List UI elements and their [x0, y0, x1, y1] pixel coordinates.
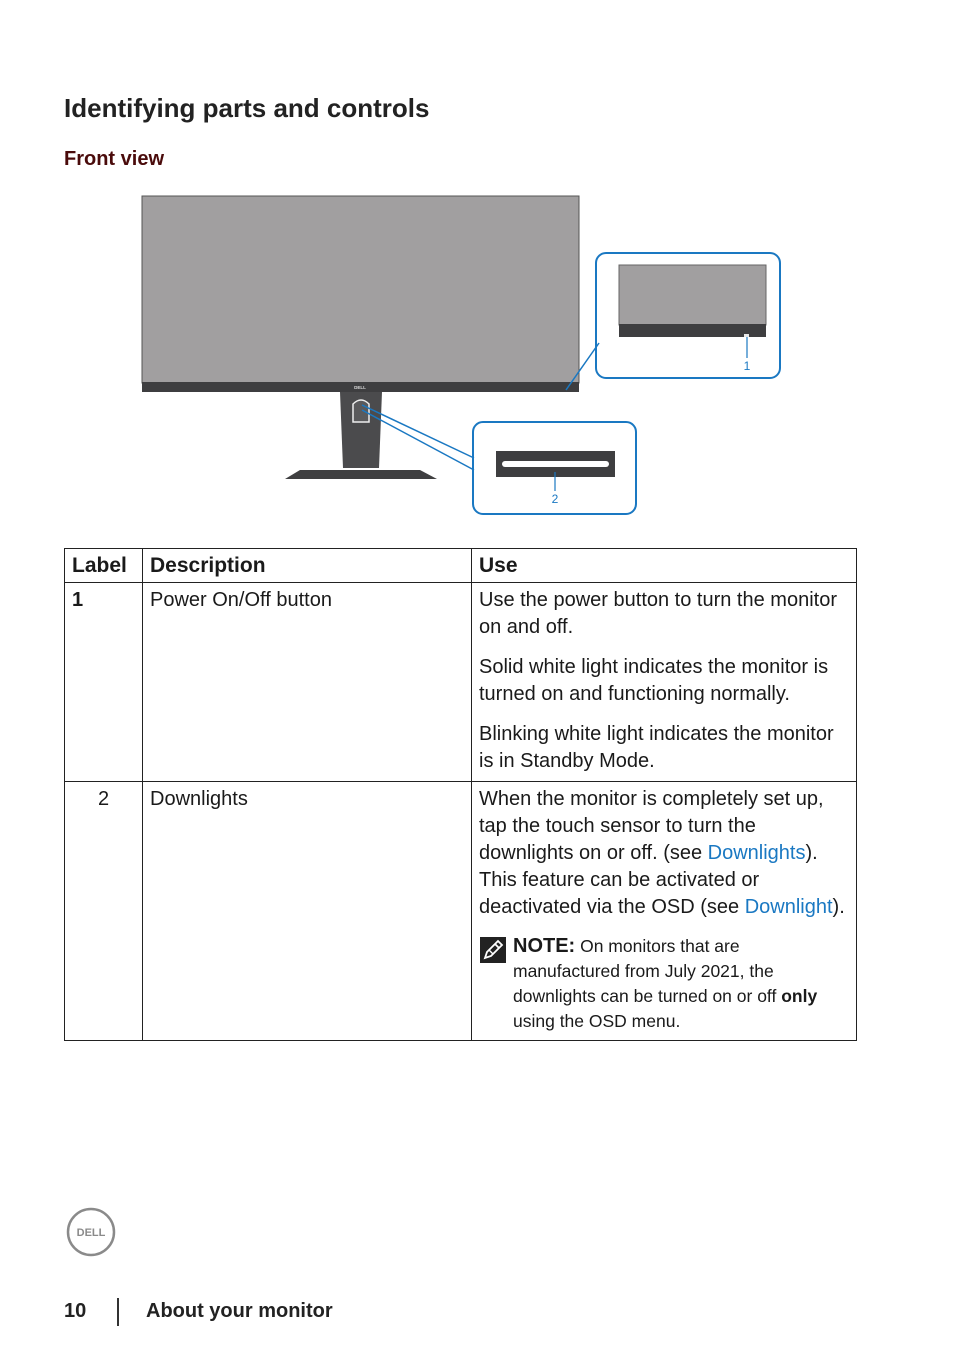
row-2-use-text-3: ).: [832, 896, 845, 918]
monitor-screen: [142, 196, 579, 383]
callout-1-zoom-bezel: [619, 324, 766, 337]
row-2-label: 2: [65, 782, 143, 1041]
downlight-sensor-outline: [353, 400, 369, 422]
note-bold: only: [781, 986, 818, 1006]
footer-separator: [117, 1298, 119, 1326]
note-pencil-icon: [479, 936, 507, 964]
row-2-description: Downlights: [143, 782, 472, 1041]
note-text: [513, 934, 849, 1034]
monitor-stand-base: [285, 470, 437, 479]
row-2-use-text-2: ). This feature can be activated or deactivated via the OSD (see: [479, 842, 818, 918]
row-2-use: [472, 782, 857, 1041]
row-1-description: Power On/Off button: [143, 583, 472, 782]
note-text-1: On monitors that are manufactured from July 2021, the downlights can be turned on or off: [513, 936, 782, 1006]
page-title: Identifying parts and controls: [64, 93, 430, 123]
note-block: [479, 934, 849, 1034]
header-use: Use: [472, 549, 857, 583]
row-1-label: 1: [65, 583, 143, 782]
footer-section-title: About your monitor: [146, 1300, 333, 1322]
callout-2-number: 2: [551, 492, 559, 506]
row-1-use-para-2: Solid white light indicates the monitor is turned on and functioning normally.: [479, 656, 829, 705]
parts-table: [64, 548, 857, 1041]
svg-text:DELL: DELL: [76, 1227, 106, 1239]
row-1-use-para-1: Use the power button to turn the monitor on and off.: [479, 589, 837, 638]
row-1-use-para-3: Blinking white light indicates the monitor is in Standby Mode.: [479, 723, 834, 772]
row-2-use-text-1: When the monitor is completely set up, tap the touch sensor to turn the downlights on or off. (see: [479, 788, 824, 864]
downlight-bar: [502, 461, 609, 467]
table-row: [65, 782, 857, 1041]
note-text-2: using the OSD menu.: [513, 1011, 681, 1031]
row-1-use: [472, 583, 857, 782]
section-subtitle: Front view: [64, 148, 165, 170]
table-row: [65, 583, 857, 782]
header-description: Description: [143, 549, 472, 583]
monitor-brand-logo: DELL: [354, 385, 366, 390]
table-header-row: [65, 549, 857, 583]
note-label: NOTE:: [513, 935, 576, 957]
dell-logo-icon: [66, 1207, 116, 1257]
header-label: Label: [65, 549, 143, 583]
page-number: 10: [64, 1300, 87, 1322]
downlights-link[interactable]: Downlights: [707, 842, 806, 864]
front-view-figure: [0, 0, 954, 540]
row-2-use-para: [479, 786, 849, 921]
callout-1-zoom-screen: [619, 265, 766, 325]
callout-1-number: 1: [743, 359, 751, 373]
power-button-indicator: [744, 334, 749, 337]
downlight-link[interactable]: Downlight: [744, 896, 833, 918]
